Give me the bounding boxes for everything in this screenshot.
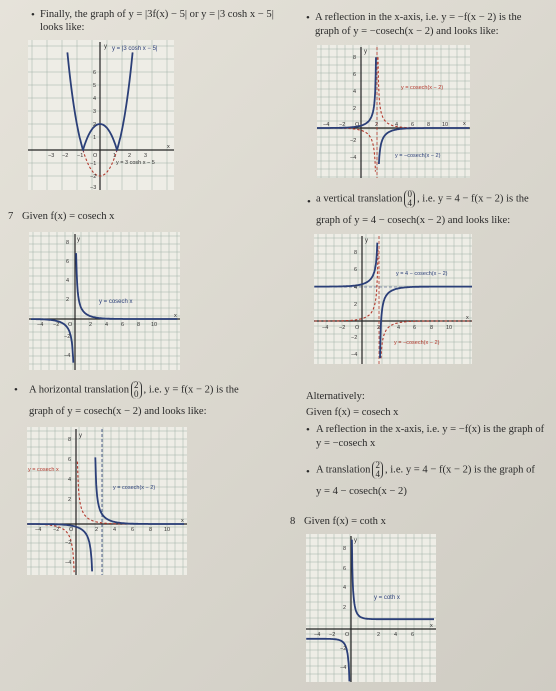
y-tick: −4 (350, 155, 357, 161)
y-tick: −2 (340, 646, 347, 652)
y-tick: 2 (353, 106, 357, 112)
x-tick: 4 (113, 527, 117, 533)
vector-top: 0 (407, 189, 412, 199)
graph3-svg (27, 427, 187, 575)
x-axis-label: x (463, 121, 466, 127)
htrans-line2: graph of y = cosech(x − 2) and looks like: (29, 406, 207, 417)
alt-b2-pre: A translation (316, 464, 371, 476)
translation-vector (404, 190, 415, 208)
y-tick: −4 (65, 560, 72, 566)
bullet: • (306, 12, 310, 24)
y-axis-label: y (365, 238, 368, 244)
vtrans-post: , i.e. y = 4 − f(x − 2) is the (416, 193, 529, 205)
y-tick: 3 (93, 109, 97, 115)
reflection-text-line2: graph of y = −cosech(x − 2) and looks like: (315, 26, 499, 37)
curve-cosech-x-minus-2-left (317, 128, 375, 172)
bullet: • (307, 196, 311, 208)
htrans-post: , i.e. y = f(x − 2) is the (143, 384, 239, 396)
alt-bullet2-line2: y = 4 − cosech(x − 2) (316, 486, 407, 497)
x-tick: −4 (323, 122, 330, 128)
x-tick: 6 (131, 527, 135, 533)
question-7-text: Given f(x) = cosech x (22, 211, 115, 222)
y-tick: 2 (68, 497, 72, 503)
x-tick: 1 (113, 153, 117, 159)
vtrans-line2: graph of y = 4 − cosech(x − 2) and looks like: (316, 215, 511, 226)
intro-text-line2: looks like: (40, 22, 85, 33)
translation-vector (372, 461, 383, 479)
x-tick: −2 (53, 527, 60, 533)
y-tick: −2 (350, 138, 357, 144)
graph-4-minus-cosech-x-minus-2 (314, 234, 472, 364)
y-tick: −4 (340, 665, 347, 671)
x-axis-label: x (174, 313, 177, 319)
curve-label-bottom: y = 3 cosh x − 5 (116, 160, 155, 166)
y-tick: −3 (90, 185, 97, 190)
graph6-svg (306, 534, 436, 682)
graph4-svg (317, 45, 470, 178)
x-tick: 2 (377, 325, 381, 331)
vector-bottom: 0 (134, 389, 139, 399)
graph-cosech-x-minus-2 (27, 427, 187, 575)
curve-label-bottom: y = −cosech(x − 2) (394, 340, 440, 346)
y-tick: 8 (68, 437, 72, 443)
y-tick: 6 (343, 566, 347, 572)
x-tick: 6 (413, 325, 417, 331)
x-tick: 8 (430, 325, 434, 331)
curve-neg-cosech-left (317, 57, 379, 128)
curve-neg-cosech-left (314, 250, 378, 322)
alt-b2-post: , i.e. y = 4 − f(x − 2) is the graph of (384, 464, 535, 476)
x-axis-label: x (430, 623, 433, 629)
graph-abs-3coshx-minus-5 (28, 40, 174, 190)
y-tick: 2 (354, 302, 358, 308)
y-tick: 4 (66, 278, 70, 284)
y-tick: 6 (93, 70, 97, 76)
y-tick: 5 (93, 83, 97, 89)
x-tick: −2 (53, 322, 60, 328)
curve-cosech-x-minus-2-right (378, 57, 469, 128)
question-number-7: 7 (8, 211, 14, 222)
y-tick: 6 (66, 259, 70, 265)
x-tick: −2 (339, 325, 346, 331)
x-tick: 8 (149, 527, 153, 533)
y-tick: 8 (353, 55, 357, 61)
x-tick: 4 (394, 632, 398, 638)
x-tick: −4 (35, 527, 42, 533)
y-axis-label: y (77, 237, 80, 243)
curve-label-top: y = cosech(x − 2) (401, 85, 444, 91)
x-tick: 6 (411, 122, 415, 128)
x-tick: 2 (89, 322, 93, 328)
y-tick: 2 (343, 605, 347, 611)
y-axis-label: y (364, 49, 367, 55)
x-tick: 6 (121, 322, 125, 328)
y-tick: 6 (353, 72, 357, 78)
x-tick: 4 (395, 122, 399, 128)
y-tick: 8 (66, 240, 70, 246)
x-tick: 10 (164, 527, 171, 533)
y-tick: −4 (351, 352, 358, 358)
x-tick: O (355, 325, 360, 331)
translation-vector (131, 381, 142, 399)
x-tick: 4 (105, 322, 109, 328)
y-tick: −4 (64, 353, 71, 359)
alternatively-heading: Alternatively: (306, 391, 365, 402)
bullet: • (306, 424, 310, 436)
curve-label-right: y = cosech(x − 2) (113, 485, 156, 491)
x-tick: −1 (77, 153, 84, 159)
vector-top: 2 (375, 460, 380, 470)
htrans-pre: A horizontal translation (29, 384, 130, 396)
x-tick: 2 (128, 153, 132, 159)
x-axis-label: x (167, 144, 170, 150)
vector-bottom: 4 (407, 198, 412, 208)
x-tick: −4 (314, 632, 321, 638)
y-tick: 1 (93, 135, 97, 141)
graph-coth-x (306, 534, 436, 682)
curve-label-left: y = cosech x (28, 467, 59, 473)
bullet: • (31, 9, 35, 21)
y-tick: 4 (68, 477, 72, 483)
graph2-svg (29, 232, 180, 370)
y-tick: −2 (64, 334, 71, 340)
x-tick: 10 (442, 122, 449, 128)
curve-coth-x-right (352, 540, 434, 620)
y-tick: 6 (68, 457, 72, 463)
y-tick: 4 (354, 285, 358, 291)
curve-label-top: y = |3 cosh x − 5| (112, 46, 158, 52)
alt-bullet2-line1 (316, 461, 535, 479)
vtrans-line1 (316, 190, 529, 208)
curve-4-minus-cosech-right (380, 287, 472, 359)
graph-neg-cosech-x-minus-2 (317, 45, 470, 178)
alt-bullet1-line1: A reflection in the x-axis, i.e. y = −f(x) is the graph of (316, 424, 545, 435)
x-tick: −4 (322, 325, 329, 331)
x-tick: −2 (62, 153, 69, 159)
vtrans-pre: a vertical translation (316, 193, 403, 205)
x-tick: 6 (411, 632, 415, 638)
y-tick: −1 (90, 161, 97, 167)
reflection-text-line1: A reflection in the x-axis, i.e. y = −f(x − 2) is the (315, 12, 522, 23)
x-axis-label: x (181, 518, 184, 524)
y-tick: −2 (90, 174, 97, 180)
y-tick: 2 (93, 122, 97, 128)
question-8-text: Given f(x) = coth x (304, 516, 386, 527)
x-tick: 10 (151, 322, 158, 328)
x-tick: 10 (446, 325, 453, 331)
curve-label: y = coth x (374, 595, 400, 601)
bullet: • (14, 384, 18, 396)
vector-bottom: 4 (375, 469, 380, 479)
graph5-svg (314, 234, 472, 364)
curve-label-bottom: y = −cosech(x − 2) (395, 153, 441, 159)
graph1-svg (28, 40, 174, 190)
curve-4-minus-cosech-left (314, 243, 377, 287)
intro-text-line1: Finally, the graph of y = |3f(x) − 5| or y = |3 cosh x − 5| (40, 9, 274, 20)
x-tick: 2 (377, 632, 381, 638)
x-tick: O (68, 322, 73, 328)
x-tick: O (93, 153, 98, 159)
y-tick: 2 (66, 297, 70, 303)
alt-bullet1-line2: y = −cosech x (316, 438, 376, 449)
x-tick: −2 (339, 122, 346, 128)
x-tick: 8 (427, 122, 431, 128)
x-tick: O (69, 527, 74, 533)
x-tick: 8 (137, 322, 141, 328)
x-tick: O (345, 632, 350, 638)
x-tick: 2 (95, 527, 99, 533)
y-tick: 4 (93, 96, 97, 102)
y-tick: 6 (354, 267, 358, 273)
graph-cosech-x (29, 232, 180, 370)
y-axis-label: y (354, 538, 357, 544)
y-axis-label: y (79, 433, 82, 439)
vector-top: 2 (134, 380, 139, 390)
x-axis-label: x (466, 315, 469, 321)
htrans-line1 (29, 381, 239, 399)
curve-label-top: y = 4 − cosech(x − 2) (396, 271, 448, 277)
x-tick: 2 (375, 122, 379, 128)
question-number-8: 8 (290, 516, 296, 527)
x-tick: −2 (329, 632, 336, 638)
y-tick: 4 (353, 89, 357, 95)
x-tick: 3 (144, 153, 148, 159)
curve-label: y = cosech x (99, 299, 133, 305)
y-tick: −2 (351, 335, 358, 341)
bullet: • (306, 466, 310, 478)
curve-cosech-x-right (76, 253, 177, 319)
x-tick: O (355, 122, 360, 128)
y-tick: −2 (65, 540, 72, 546)
y-tick: 4 (343, 585, 347, 591)
y-tick: 8 (343, 546, 347, 552)
x-tick: −4 (37, 322, 44, 328)
x-tick: 4 (397, 325, 401, 331)
y-axis-label: y (104, 44, 107, 50)
x-tick: −3 (48, 153, 55, 159)
alt-given: Given f(x) = cosech x (306, 407, 399, 418)
y-tick: 8 (354, 250, 358, 256)
